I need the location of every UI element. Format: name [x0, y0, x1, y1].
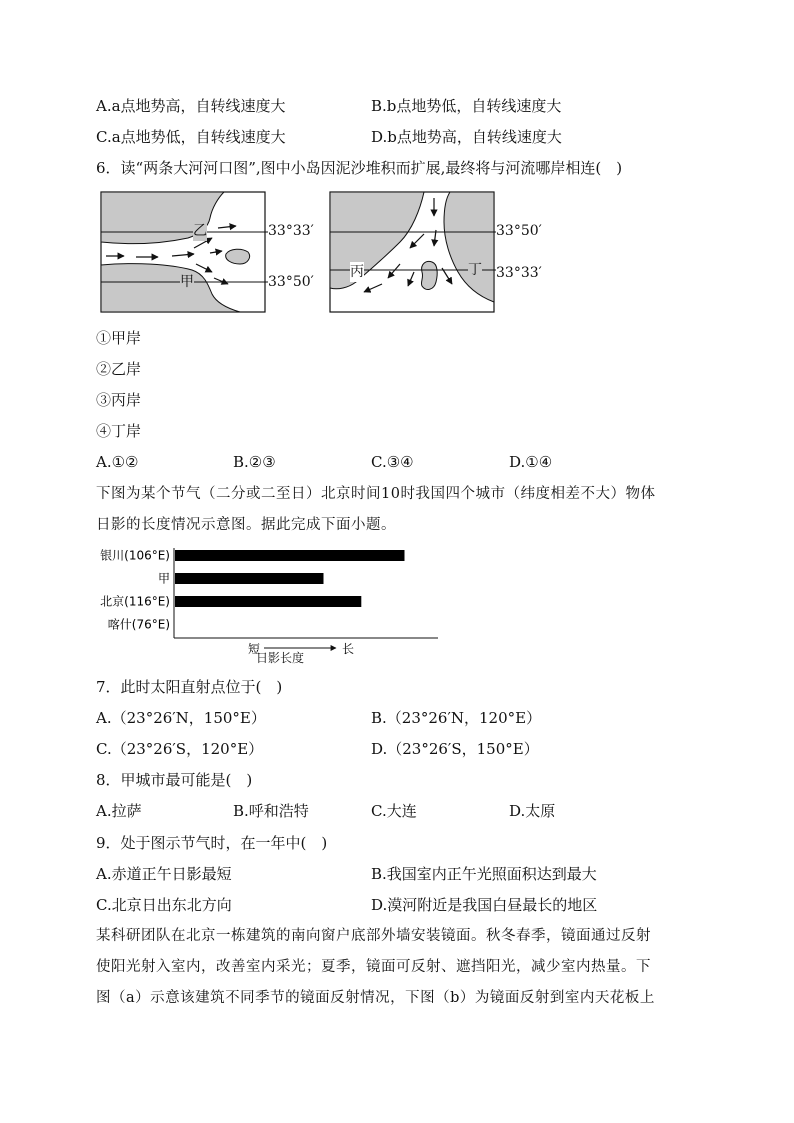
intro7-line1: 下图为某个节气（二分或二至日）北京时间10时我国四个城市（纬度相差不大）物体	[96, 486, 656, 502]
q9-option-b: B.我国室内正午光照面积达到最大	[371, 865, 597, 883]
map-left-label-jia: 甲	[180, 274, 194, 290]
q6-item-2: ②乙岸	[96, 360, 142, 378]
q6-stem: 6．读“两条大河河口图”,图中小岛因泥沙堆积而扩展,最终将与河流哪岸相连( )	[96, 159, 623, 177]
map-left-lat-top: 33°33′	[268, 223, 314, 239]
shadow-length-chart	[96, 544, 446, 660]
q9-option-a: A.赤道正午日影最短	[96, 865, 232, 883]
shadow-bar	[175, 596, 361, 607]
intro7-line2: 日影的长度情况示意图。据此完成下面小题。	[96, 517, 396, 533]
q6-item-1: ①甲岸	[96, 329, 142, 347]
q5-option-b: B.b点地势低，自转线速度大	[371, 97, 562, 115]
category-label: 北京(116°E)	[100, 594, 170, 609]
river-mouth-map-left	[100, 190, 330, 314]
q7-option-a: A.（23°26′N，150°E）	[96, 709, 266, 727]
q7-option-b: B.（23°26′N，120°E）	[371, 709, 542, 727]
q9-option-d: D.漠河附近是我国白昼最长的地区	[371, 896, 598, 914]
shadow-bar	[175, 550, 405, 561]
q5-option-d: D.b点地势高，自转线速度大	[371, 128, 562, 146]
q8-option-b: B.呼和浩特	[233, 802, 309, 820]
q6-option-b: B.②③	[233, 453, 276, 471]
q7-stem: 7．此时太阳直射点位于( )	[96, 678, 283, 696]
chart-xlabel: 日影长度	[256, 651, 305, 665]
map-right-label-bing: 丙	[350, 264, 364, 280]
q6-option-a: A.①②	[96, 453, 139, 471]
map-right-lat-bottom: 33°33′	[496, 265, 542, 281]
q9-stem: 9．处于图示节气时，在一年中( )	[96, 834, 328, 852]
map-right-label-ding: 丁	[468, 262, 482, 278]
category-label: 甲	[157, 571, 170, 586]
q9-option-c: C.北京日出东北方向	[96, 896, 232, 914]
map-right-lat-top: 33°50′	[496, 223, 542, 239]
axis-long-label: 长	[342, 642, 355, 656]
q6-option-c: C.③④	[371, 453, 414, 471]
category-label: 喀什(76°E)	[107, 617, 170, 632]
q8-stem: 8．甲城市最可能是( )	[96, 771, 253, 789]
q5-option-a: A.a点地势高，自转线速度大	[96, 97, 286, 115]
intro10-line2: 使阳光射入室内，改善室内采光；夏季，镜面可反射、遮挡阳光，减少室内热量。下	[96, 959, 651, 975]
map-left-label-yi: 乙	[193, 223, 207, 239]
q6-option-d: D.①④	[509, 453, 553, 471]
intro10-line3: 图（a）示意该建筑不同季节的镜面反射情况，下图（b）为镜面反射到室内天花板上	[96, 990, 655, 1006]
axis-short-label: 短	[248, 642, 261, 656]
intro10-line1: 某科研团队在北京一栋建筑的南向窗户底部外墙安装镜面。秋冬春季，镜面通过反射	[96, 928, 651, 944]
q6-item-4: ④丁岸	[96, 422, 142, 440]
river-mouth-map-right	[328, 190, 498, 314]
q8-option-d: D.太原	[509, 802, 556, 820]
category-label: 银川(106°E)	[100, 548, 170, 563]
q8-option-c: C.大连	[371, 802, 417, 820]
q5-option-c: C.a点地势低，自转线速度大	[96, 128, 286, 146]
q7-option-d: D.（23°26′S，150°E）	[371, 740, 539, 758]
q8-option-a: A.拉萨	[96, 802, 142, 820]
map-left-lat-bottom: 33°50′	[268, 274, 314, 290]
q7-option-c: C.（23°26′S，120°E）	[96, 740, 264, 758]
q6-item-3: ③丙岸	[96, 391, 142, 409]
shadow-bar	[175, 573, 324, 584]
